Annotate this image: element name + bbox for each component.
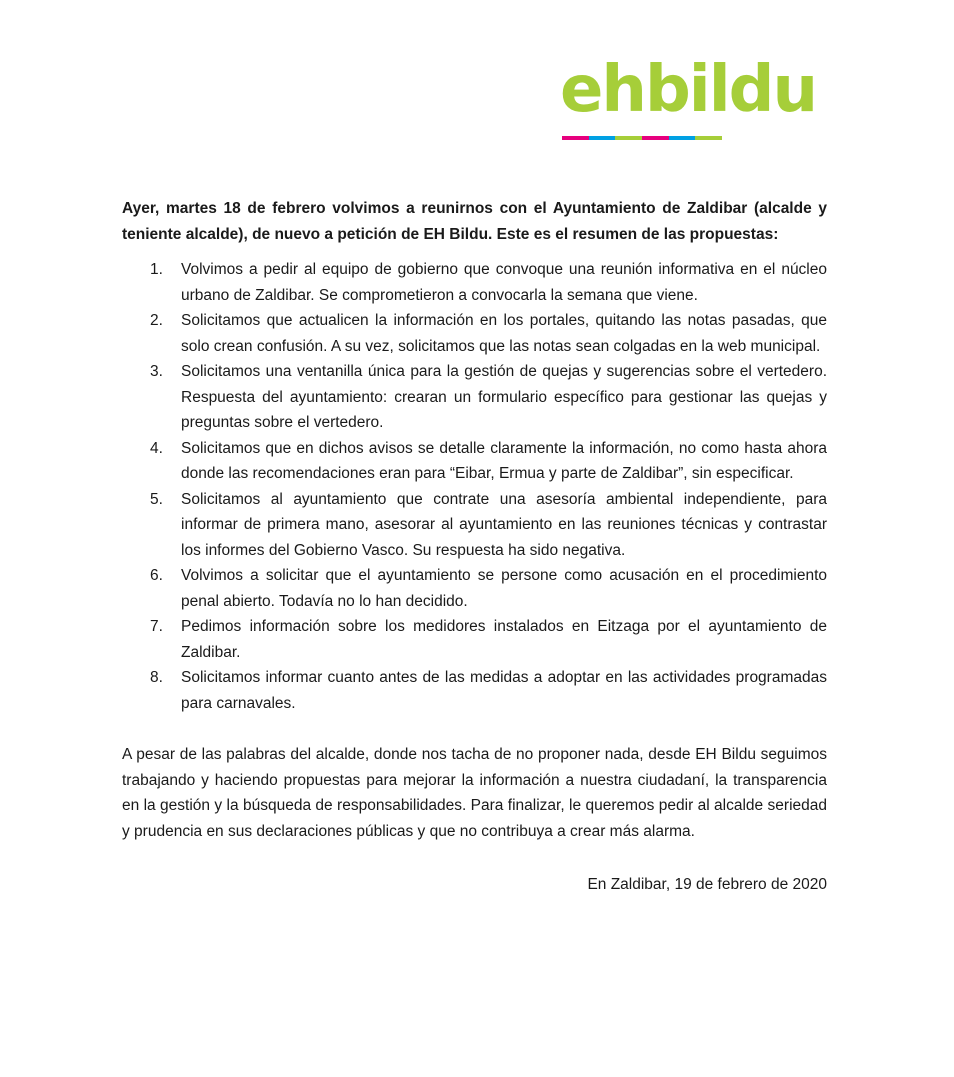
proposal-text: Solicitamos al ayuntamiento que contrate una asesoría ambiental independiente, para informar de primera mano, asesorar al ayuntamiento en las reuniones técnicas y contrastar los informes del Gobierno Vasco. Su respuesta ha sido negativa.	[181, 490, 827, 559]
proposal-text: Solicitamos que en dichos avisos se detalle claramente la información, no como hasta ahora donde las recomendaciones eran para “Eibar, Ermua y parte de Zaldibar”, sin especificar.	[181, 439, 827, 482]
proposal-item	[122, 665, 827, 716]
proposal-number: 2.	[150, 312, 163, 329]
proposal-item	[122, 563, 827, 614]
logo-bar-segment	[589, 136, 616, 140]
proposal-item	[122, 487, 827, 564]
proposal-number: 4.	[150, 439, 163, 457]
proposal-item	[122, 308, 827, 359]
proposal-number: 5.	[150, 490, 163, 508]
proposal-item	[122, 257, 827, 308]
intro-paragraph: Ayer, martes 18 de febrero volvimos a reunirnos con el Ayuntamiento de Zaldibar (alcalde y teniente alcalde), de nuevo a petición de EH Bildu. Este es el resumen de las propuestas:	[122, 200, 827, 243]
proposal-item	[122, 359, 827, 436]
proposal-text: Solicitamos informar cuanto antes de las medidas a adoptar en las actividades programadas para carnavales.	[181, 669, 827, 712]
logo-bar-segment	[562, 136, 589, 140]
proposal-number: 3.	[150, 363, 163, 380]
proposal-text: Volvimos a pedir al equipo de gobierno que convoque una reunión informativa en el núcleo urbano de Zaldibar. Se comprometieron a convocarla la semana que viene.	[181, 261, 827, 304]
logo-bar-segment	[642, 136, 669, 140]
logo-bar-segment	[669, 136, 696, 140]
logo-wordmark: ehbildu	[560, 53, 817, 127]
logo-bar-segment	[695, 136, 722, 140]
closing-paragraph: A pesar de las palabras del alcalde, donde nos tacha de no proponer nada, desde EH Bildu seguimos trabajando y haciendo propuestas para mejorar la información a nuestra ciudadaní, la transparencia en la gestión y la búsqueda de responsabilidades. Para finalizar, le queremos pedir al alcalde seriedad y prudencia en sus declaraciones públicas y que no contribuya a crear más alarma.	[122, 746, 827, 840]
logo-color-bar	[562, 136, 722, 140]
proposal-number: 7.	[150, 618, 163, 635]
proposal-number: 1.	[150, 261, 163, 278]
logo-bar-segment	[615, 136, 642, 140]
proposal-item	[122, 614, 827, 665]
proposal-item	[122, 436, 827, 487]
proposal-text: Volvimos a solicitar que el ayuntamiento se persone como acusación en el procedimiento penal abierto. Todavía no lo han decidido.	[181, 567, 827, 610]
document-body	[122, 196, 827, 898]
proposal-number: 6.	[150, 567, 163, 584]
proposal-text: Solicitamos una ventanilla única para la gestión de quejas y sugerencias sobre el vertedero. Respuesta del ayuntamiento: crearan un formulario específico para gestionar las quejas y preguntas sobre el vertedero.	[181, 363, 827, 431]
proposal-text: Solicitamos que actualicen la información en los portales, quitando las notas pasadas, que solo crean confusión. A su vez, solicitamos que las notas sean colgadas en la web municipal.	[181, 312, 827, 355]
proposal-text: Pedimos información sobre los medidores instalados en Eitzaga por el ayuntamiento de Zaldibar.	[181, 618, 827, 661]
date-signature: En Zaldibar, 19 de febrero de 2020	[587, 876, 827, 893]
proposals-list	[122, 257, 827, 716]
proposal-number: 8.	[150, 669, 163, 686]
ehbildu-logo	[560, 53, 820, 148]
